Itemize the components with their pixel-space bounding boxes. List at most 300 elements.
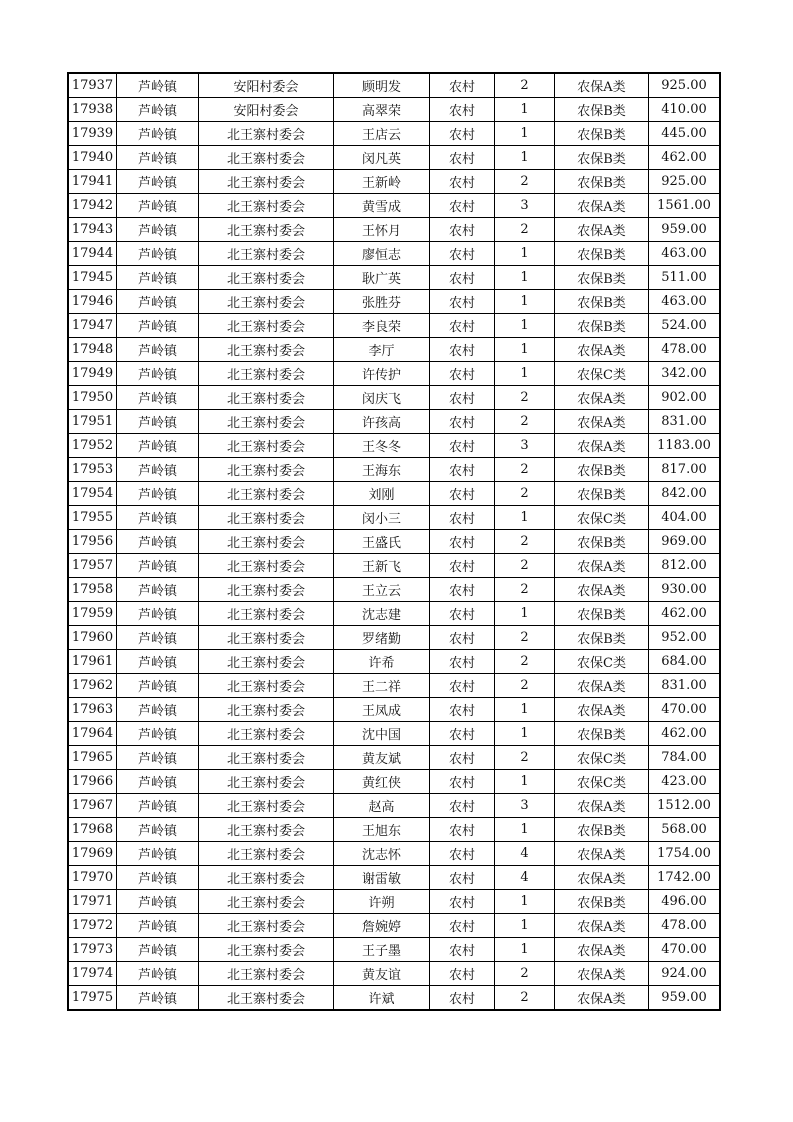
town-cell: 芦岭镇 bbox=[117, 146, 199, 170]
insurance-category-cell: 农保A类 bbox=[555, 194, 649, 218]
village-committee-cell: 北王寨村委会 bbox=[199, 698, 334, 722]
amount-cell: 930.00 bbox=[649, 578, 721, 602]
village-committee-cell: 北王寨村委会 bbox=[199, 938, 334, 962]
village-committee-cell: 北王寨村委会 bbox=[199, 866, 334, 890]
table-row bbox=[68, 770, 720, 794]
village-committee-cell: 北王寨村委会 bbox=[199, 602, 334, 626]
household-type-cell: 农村 bbox=[430, 650, 495, 674]
amount-cell: 524.00 bbox=[649, 314, 721, 338]
town-cell: 芦岭镇 bbox=[117, 530, 199, 554]
household-type-cell: 农村 bbox=[430, 530, 495, 554]
name-cell: 王新飞 bbox=[334, 554, 430, 578]
village-committee-cell: 北王寨村委会 bbox=[199, 194, 334, 218]
table-row bbox=[68, 602, 720, 626]
town-cell: 芦岭镇 bbox=[117, 122, 199, 146]
town-cell: 芦岭镇 bbox=[117, 386, 199, 410]
insurance-category-cell: 农保B类 bbox=[555, 314, 649, 338]
name-cell: 高翠荣 bbox=[334, 98, 430, 122]
household-type-cell: 农村 bbox=[430, 73, 495, 98]
household-type-cell: 农村 bbox=[430, 602, 495, 626]
household-type-cell: 农村 bbox=[430, 218, 495, 242]
insurance-category-cell: 农保B类 bbox=[555, 890, 649, 914]
village-committee-cell: 北王寨村委会 bbox=[199, 842, 334, 866]
table-row bbox=[68, 698, 720, 722]
household-size-cell: 1 bbox=[495, 146, 555, 170]
table-row bbox=[68, 794, 720, 818]
town-cell: 芦岭镇 bbox=[117, 602, 199, 626]
household-size-cell: 2 bbox=[495, 218, 555, 242]
village-committee-cell: 北王寨村委会 bbox=[199, 746, 334, 770]
amount-cell: 1754.00 bbox=[649, 842, 721, 866]
name-cell: 王盛氏 bbox=[334, 530, 430, 554]
row-number-cell: 17960 bbox=[68, 626, 117, 650]
name-cell: 沈志怀 bbox=[334, 842, 430, 866]
household-type-cell: 农村 bbox=[430, 938, 495, 962]
town-cell: 芦岭镇 bbox=[117, 73, 199, 98]
village-committee-cell: 北王寨村委会 bbox=[199, 986, 334, 1011]
insurance-category-cell: 农保A类 bbox=[555, 962, 649, 986]
amount-cell: 842.00 bbox=[649, 482, 721, 506]
amount-cell: 423.00 bbox=[649, 770, 721, 794]
household-type-cell: 农村 bbox=[430, 554, 495, 578]
household-type-cell: 农村 bbox=[430, 362, 495, 386]
household-size-cell: 1 bbox=[495, 722, 555, 746]
name-cell: 赵高 bbox=[334, 794, 430, 818]
insurance-category-cell: 农保C类 bbox=[555, 770, 649, 794]
records-table bbox=[67, 72, 721, 1011]
row-number-cell: 17954 bbox=[68, 482, 117, 506]
town-cell: 芦岭镇 bbox=[117, 242, 199, 266]
town-cell: 芦岭镇 bbox=[117, 938, 199, 962]
row-number-cell: 17951 bbox=[68, 410, 117, 434]
town-cell: 芦岭镇 bbox=[117, 722, 199, 746]
table-row bbox=[68, 890, 720, 914]
insurance-category-cell: 农保B类 bbox=[555, 530, 649, 554]
village-committee-cell: 北王寨村委会 bbox=[199, 578, 334, 602]
row-number-cell: 17958 bbox=[68, 578, 117, 602]
table-row bbox=[68, 722, 720, 746]
town-cell: 芦岭镇 bbox=[117, 434, 199, 458]
insurance-category-cell: 农保A类 bbox=[555, 938, 649, 962]
amount-cell: 462.00 bbox=[649, 602, 721, 626]
household-size-cell: 2 bbox=[495, 578, 555, 602]
town-cell: 芦岭镇 bbox=[117, 578, 199, 602]
name-cell: 顾明发 bbox=[334, 73, 430, 98]
row-number-cell: 17963 bbox=[68, 698, 117, 722]
town-cell: 芦岭镇 bbox=[117, 746, 199, 770]
insurance-category-cell: 农保A类 bbox=[555, 986, 649, 1011]
village-committee-cell: 北王寨村委会 bbox=[199, 626, 334, 650]
town-cell: 芦岭镇 bbox=[117, 314, 199, 338]
household-size-cell: 2 bbox=[495, 626, 555, 650]
household-size-cell: 4 bbox=[495, 866, 555, 890]
amount-cell: 812.00 bbox=[649, 554, 721, 578]
amount-cell: 462.00 bbox=[649, 722, 721, 746]
amount-cell: 952.00 bbox=[649, 626, 721, 650]
insurance-category-cell: 农保A类 bbox=[555, 578, 649, 602]
village-committee-cell: 北王寨村委会 bbox=[199, 722, 334, 746]
row-number-cell: 17966 bbox=[68, 770, 117, 794]
name-cell: 王凤成 bbox=[334, 698, 430, 722]
town-cell: 芦岭镇 bbox=[117, 266, 199, 290]
household-size-cell: 1 bbox=[495, 602, 555, 626]
name-cell: 李厅 bbox=[334, 338, 430, 362]
row-number-cell: 17950 bbox=[68, 386, 117, 410]
amount-cell: 831.00 bbox=[649, 410, 721, 434]
village-committee-cell: 北王寨村委会 bbox=[199, 674, 334, 698]
name-cell: 许朔 bbox=[334, 890, 430, 914]
table-row bbox=[68, 266, 720, 290]
town-cell: 芦岭镇 bbox=[117, 482, 199, 506]
town-cell: 芦岭镇 bbox=[117, 770, 199, 794]
amount-cell: 496.00 bbox=[649, 890, 721, 914]
table-row bbox=[68, 122, 720, 146]
town-cell: 芦岭镇 bbox=[117, 506, 199, 530]
insurance-category-cell: 农保B类 bbox=[555, 146, 649, 170]
household-type-cell: 农村 bbox=[430, 410, 495, 434]
household-size-cell: 2 bbox=[495, 410, 555, 434]
table-row bbox=[68, 530, 720, 554]
household-size-cell: 1 bbox=[495, 362, 555, 386]
village-committee-cell: 北王寨村委会 bbox=[199, 482, 334, 506]
insurance-category-cell: 农保B类 bbox=[555, 482, 649, 506]
insurance-category-cell: 农保A类 bbox=[555, 698, 649, 722]
name-cell: 王海东 bbox=[334, 458, 430, 482]
town-cell: 芦岭镇 bbox=[117, 650, 199, 674]
household-type-cell: 农村 bbox=[430, 146, 495, 170]
table-row bbox=[68, 170, 720, 194]
table-row bbox=[68, 962, 720, 986]
amount-cell: 1183.00 bbox=[649, 434, 721, 458]
row-number-cell: 17957 bbox=[68, 554, 117, 578]
insurance-category-cell: 农保A类 bbox=[555, 218, 649, 242]
table-row bbox=[68, 194, 720, 218]
table-row bbox=[68, 98, 720, 122]
village-committee-cell: 北王寨村委会 bbox=[199, 242, 334, 266]
row-number-cell: 17941 bbox=[68, 170, 117, 194]
insurance-category-cell: 农保B类 bbox=[555, 122, 649, 146]
village-committee-cell: 北王寨村委会 bbox=[199, 386, 334, 410]
household-size-cell: 1 bbox=[495, 938, 555, 962]
name-cell: 李良荣 bbox=[334, 314, 430, 338]
table-row bbox=[68, 506, 720, 530]
household-size-cell: 1 bbox=[495, 314, 555, 338]
name-cell: 王店云 bbox=[334, 122, 430, 146]
village-committee-cell: 北王寨村委会 bbox=[199, 650, 334, 674]
town-cell: 芦岭镇 bbox=[117, 626, 199, 650]
row-number-cell: 17967 bbox=[68, 794, 117, 818]
row-number-cell: 17940 bbox=[68, 146, 117, 170]
amount-cell: 684.00 bbox=[649, 650, 721, 674]
village-committee-cell: 北王寨村委会 bbox=[199, 146, 334, 170]
household-size-cell: 1 bbox=[495, 890, 555, 914]
household-size-cell: 2 bbox=[495, 530, 555, 554]
amount-cell: 924.00 bbox=[649, 962, 721, 986]
row-number-cell: 17962 bbox=[68, 674, 117, 698]
row-number-cell: 17965 bbox=[68, 746, 117, 770]
amount-cell: 404.00 bbox=[649, 506, 721, 530]
village-committee-cell: 北王寨村委会 bbox=[199, 914, 334, 938]
table-row bbox=[68, 338, 720, 362]
row-number-cell: 17961 bbox=[68, 650, 117, 674]
household-size-cell: 2 bbox=[495, 650, 555, 674]
village-committee-cell: 北王寨村委会 bbox=[199, 506, 334, 530]
household-type-cell: 农村 bbox=[430, 170, 495, 194]
insurance-category-cell: 农保B类 bbox=[555, 290, 649, 314]
amount-cell: 478.00 bbox=[649, 914, 721, 938]
amount-cell: 1742.00 bbox=[649, 866, 721, 890]
name-cell: 耿广英 bbox=[334, 266, 430, 290]
village-committee-cell: 北王寨村委会 bbox=[199, 818, 334, 842]
insurance-category-cell: 农保A类 bbox=[555, 842, 649, 866]
name-cell: 张胜芬 bbox=[334, 290, 430, 314]
table-row bbox=[68, 914, 720, 938]
household-type-cell: 农村 bbox=[430, 506, 495, 530]
household-size-cell: 2 bbox=[495, 482, 555, 506]
row-number-cell: 17974 bbox=[68, 962, 117, 986]
table-row bbox=[68, 554, 720, 578]
insurance-category-cell: 农保C类 bbox=[555, 746, 649, 770]
name-cell: 王新岭 bbox=[334, 170, 430, 194]
household-size-cell: 1 bbox=[495, 770, 555, 794]
household-type-cell: 农村 bbox=[430, 770, 495, 794]
insurance-category-cell: 农保B类 bbox=[555, 818, 649, 842]
amount-cell: 342.00 bbox=[649, 362, 721, 386]
household-type-cell: 农村 bbox=[430, 386, 495, 410]
name-cell: 闵小三 bbox=[334, 506, 430, 530]
table-row bbox=[68, 362, 720, 386]
town-cell: 芦岭镇 bbox=[117, 698, 199, 722]
amount-cell: 1561.00 bbox=[649, 194, 721, 218]
household-type-cell: 农村 bbox=[430, 122, 495, 146]
amount-cell: 445.00 bbox=[649, 122, 721, 146]
row-number-cell: 17939 bbox=[68, 122, 117, 146]
table-row bbox=[68, 578, 720, 602]
insurance-category-cell: 农保B类 bbox=[555, 626, 649, 650]
insurance-category-cell: 农保C类 bbox=[555, 506, 649, 530]
village-committee-cell: 北王寨村委会 bbox=[199, 794, 334, 818]
town-cell: 芦岭镇 bbox=[117, 674, 199, 698]
insurance-category-cell: 农保A类 bbox=[555, 674, 649, 698]
village-committee-cell: 北王寨村委会 bbox=[199, 554, 334, 578]
household-size-cell: 1 bbox=[495, 290, 555, 314]
household-type-cell: 农村 bbox=[430, 578, 495, 602]
amount-cell: 470.00 bbox=[649, 698, 721, 722]
household-type-cell: 农村 bbox=[430, 842, 495, 866]
row-number-cell: 17952 bbox=[68, 434, 117, 458]
village-committee-cell: 北王寨村委会 bbox=[199, 314, 334, 338]
insurance-category-cell: 农保A类 bbox=[555, 794, 649, 818]
amount-cell: 462.00 bbox=[649, 146, 721, 170]
household-size-cell: 3 bbox=[495, 194, 555, 218]
amount-cell: 410.00 bbox=[649, 98, 721, 122]
name-cell: 闵庆飞 bbox=[334, 386, 430, 410]
town-cell: 芦岭镇 bbox=[117, 194, 199, 218]
household-size-cell: 1 bbox=[495, 242, 555, 266]
village-committee-cell: 北王寨村委会 bbox=[199, 338, 334, 362]
town-cell: 芦岭镇 bbox=[117, 962, 199, 986]
table-row bbox=[68, 482, 720, 506]
insurance-category-cell: 农保A类 bbox=[555, 410, 649, 434]
household-type-cell: 农村 bbox=[430, 314, 495, 338]
village-committee-cell: 北王寨村委会 bbox=[199, 266, 334, 290]
row-number-cell: 17953 bbox=[68, 458, 117, 482]
household-size-cell: 1 bbox=[495, 266, 555, 290]
town-cell: 芦岭镇 bbox=[117, 410, 199, 434]
household-type-cell: 农村 bbox=[430, 746, 495, 770]
household-type-cell: 农村 bbox=[430, 194, 495, 218]
town-cell: 芦岭镇 bbox=[117, 458, 199, 482]
amount-cell: 969.00 bbox=[649, 530, 721, 554]
insurance-category-cell: 农保C类 bbox=[555, 650, 649, 674]
household-size-cell: 2 bbox=[495, 386, 555, 410]
table-row bbox=[68, 626, 720, 650]
household-size-cell: 3 bbox=[495, 434, 555, 458]
records-table-body bbox=[68, 73, 720, 1010]
row-number-cell: 17968 bbox=[68, 818, 117, 842]
amount-cell: 959.00 bbox=[649, 986, 721, 1011]
amount-cell: 925.00 bbox=[649, 170, 721, 194]
insurance-category-cell: 农保B类 bbox=[555, 266, 649, 290]
name-cell: 罗绪勤 bbox=[334, 626, 430, 650]
household-size-cell: 2 bbox=[495, 986, 555, 1011]
table-row bbox=[68, 290, 720, 314]
amount-cell: 959.00 bbox=[649, 218, 721, 242]
name-cell: 许斌 bbox=[334, 986, 430, 1011]
town-cell: 芦岭镇 bbox=[117, 98, 199, 122]
row-number-cell: 17938 bbox=[68, 98, 117, 122]
household-size-cell: 2 bbox=[495, 962, 555, 986]
table-row bbox=[68, 746, 720, 770]
name-cell: 许希 bbox=[334, 650, 430, 674]
row-number-cell: 17947 bbox=[68, 314, 117, 338]
household-type-cell: 农村 bbox=[430, 98, 495, 122]
amount-cell: 1512.00 bbox=[649, 794, 721, 818]
amount-cell: 568.00 bbox=[649, 818, 721, 842]
amount-cell: 470.00 bbox=[649, 938, 721, 962]
insurance-category-cell: 农保B类 bbox=[555, 170, 649, 194]
household-type-cell: 农村 bbox=[430, 458, 495, 482]
insurance-category-cell: 农保A类 bbox=[555, 338, 649, 362]
name-cell: 黄雪成 bbox=[334, 194, 430, 218]
amount-cell: 463.00 bbox=[649, 290, 721, 314]
insurance-category-cell: 农保A类 bbox=[555, 434, 649, 458]
row-number-cell: 17949 bbox=[68, 362, 117, 386]
town-cell: 芦岭镇 bbox=[117, 170, 199, 194]
name-cell: 王怀月 bbox=[334, 218, 430, 242]
amount-cell: 902.00 bbox=[649, 386, 721, 410]
name-cell: 谢雷敏 bbox=[334, 866, 430, 890]
household-type-cell: 农村 bbox=[430, 674, 495, 698]
row-number-cell: 17971 bbox=[68, 890, 117, 914]
household-type-cell: 农村 bbox=[430, 818, 495, 842]
household-size-cell: 2 bbox=[495, 458, 555, 482]
town-cell: 芦岭镇 bbox=[117, 338, 199, 362]
town-cell: 芦岭镇 bbox=[117, 362, 199, 386]
household-size-cell: 2 bbox=[495, 674, 555, 698]
village-committee-cell: 安阳村委会 bbox=[199, 98, 334, 122]
name-cell: 王二祥 bbox=[334, 674, 430, 698]
table-row bbox=[68, 242, 720, 266]
household-size-cell: 1 bbox=[495, 98, 555, 122]
table-row bbox=[68, 314, 720, 338]
household-type-cell: 农村 bbox=[430, 986, 495, 1011]
household-type-cell: 农村 bbox=[430, 794, 495, 818]
household-type-cell: 农村 bbox=[430, 722, 495, 746]
household-type-cell: 农村 bbox=[430, 962, 495, 986]
row-number-cell: 17973 bbox=[68, 938, 117, 962]
table-row bbox=[68, 986, 720, 1011]
town-cell: 芦岭镇 bbox=[117, 986, 199, 1011]
name-cell: 沈志建 bbox=[334, 602, 430, 626]
household-size-cell: 2 bbox=[495, 73, 555, 98]
household-type-cell: 农村 bbox=[430, 698, 495, 722]
village-committee-cell: 北王寨村委会 bbox=[199, 458, 334, 482]
row-number-cell: 17946 bbox=[68, 290, 117, 314]
town-cell: 芦岭镇 bbox=[117, 914, 199, 938]
household-size-cell: 2 bbox=[495, 554, 555, 578]
town-cell: 芦岭镇 bbox=[117, 842, 199, 866]
table-row bbox=[68, 866, 720, 890]
table-row bbox=[68, 146, 720, 170]
table-row bbox=[68, 674, 720, 698]
table-row bbox=[68, 73, 720, 98]
village-committee-cell: 北王寨村委会 bbox=[199, 170, 334, 194]
table-row bbox=[68, 458, 720, 482]
village-committee-cell: 北王寨村委会 bbox=[199, 290, 334, 314]
village-committee-cell: 北王寨村委会 bbox=[199, 530, 334, 554]
name-cell: 沈中国 bbox=[334, 722, 430, 746]
name-cell: 王子墨 bbox=[334, 938, 430, 962]
table-row bbox=[68, 410, 720, 434]
row-number-cell: 17975 bbox=[68, 986, 117, 1011]
household-size-cell: 1 bbox=[495, 698, 555, 722]
row-number-cell: 17964 bbox=[68, 722, 117, 746]
name-cell: 闵凡英 bbox=[334, 146, 430, 170]
household-size-cell: 2 bbox=[495, 746, 555, 770]
name-cell: 王立云 bbox=[334, 578, 430, 602]
household-type-cell: 农村 bbox=[430, 338, 495, 362]
town-cell: 芦岭镇 bbox=[117, 794, 199, 818]
amount-cell: 925.00 bbox=[649, 73, 721, 98]
insurance-category-cell: 农保A类 bbox=[555, 914, 649, 938]
amount-cell: 784.00 bbox=[649, 746, 721, 770]
village-committee-cell: 北王寨村委会 bbox=[199, 218, 334, 242]
table-row bbox=[68, 218, 720, 242]
town-cell: 芦岭镇 bbox=[117, 866, 199, 890]
household-size-cell: 1 bbox=[495, 818, 555, 842]
name-cell: 黄友斌 bbox=[334, 746, 430, 770]
household-type-cell: 农村 bbox=[430, 626, 495, 650]
name-cell: 许孩高 bbox=[334, 410, 430, 434]
household-type-cell: 农村 bbox=[430, 914, 495, 938]
table-row bbox=[68, 434, 720, 458]
household-size-cell: 1 bbox=[495, 122, 555, 146]
row-number-cell: 17955 bbox=[68, 506, 117, 530]
town-cell: 芦岭镇 bbox=[117, 554, 199, 578]
household-type-cell: 农村 bbox=[430, 266, 495, 290]
village-committee-cell: 北王寨村委会 bbox=[199, 962, 334, 986]
town-cell: 芦岭镇 bbox=[117, 890, 199, 914]
table-row bbox=[68, 650, 720, 674]
name-cell: 黄友谊 bbox=[334, 962, 430, 986]
village-committee-cell: 北王寨村委会 bbox=[199, 410, 334, 434]
insurance-category-cell: 农保B类 bbox=[555, 458, 649, 482]
amount-cell: 463.00 bbox=[649, 242, 721, 266]
row-number-cell: 17972 bbox=[68, 914, 117, 938]
table-row bbox=[68, 386, 720, 410]
name-cell: 王旭东 bbox=[334, 818, 430, 842]
